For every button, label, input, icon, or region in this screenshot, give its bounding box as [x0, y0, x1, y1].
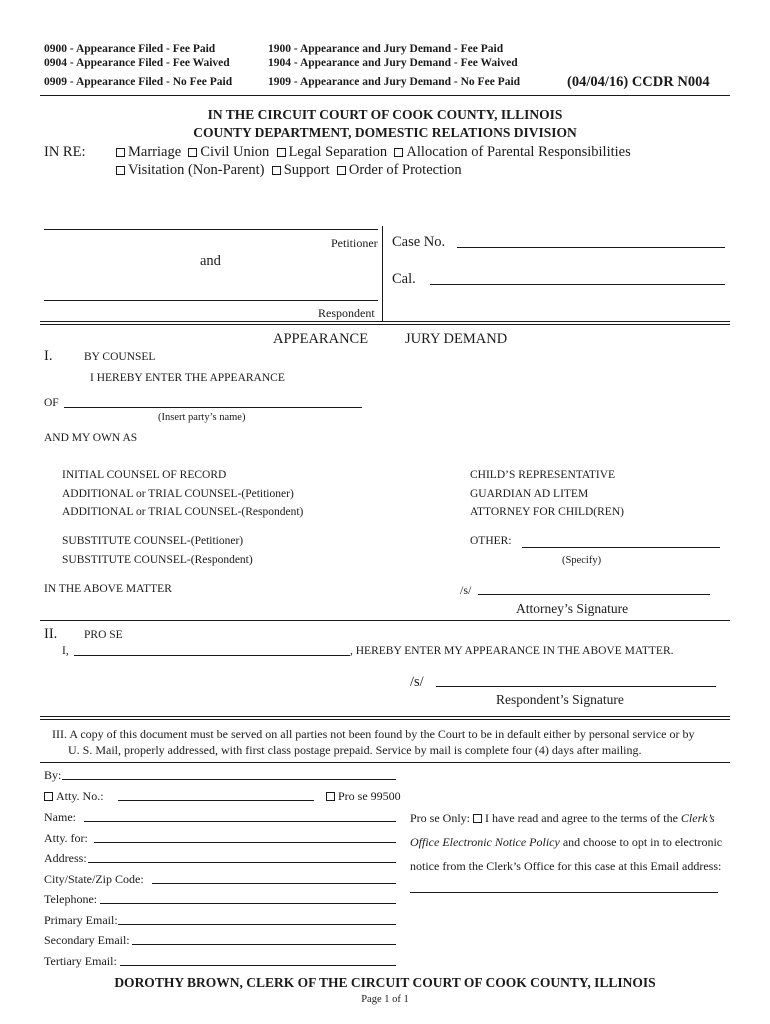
city-state-zip-label: City/State/Zip Code:	[44, 872, 144, 886]
attorney-signature-label: Attorney’s Signature	[516, 601, 629, 616]
insert-party-hint: (Insert party’s name)	[158, 412, 246, 423]
role-substitute-respondent[interactable]: SUBSTITUTE COUNSEL-(Respondent)	[62, 554, 253, 566]
checkbox-icon	[473, 814, 482, 823]
checkbox-icon	[394, 148, 403, 157]
prose-notice-line-3: notice from the Clerk’s Office for this case at this Email address:	[410, 859, 722, 873]
above-matter-label: IN THE ABOVE MATTER	[44, 583, 172, 595]
code-1904: 1904 - Appearance and Jury Demand - Fee Waived	[268, 57, 518, 69]
page-number: Page 1 of 1	[361, 994, 409, 1005]
by-label: By:	[44, 768, 62, 782]
checkbox-icon	[272, 166, 281, 175]
section-1-number: I.	[44, 348, 53, 364]
case-type-row-2	[116, 162, 462, 179]
pro-se-name-field[interactable]	[74, 655, 350, 656]
service-notice-line-2: U. S. Mail, properly addressed, with first class postage prepaid. Service by mail is complete four (4) days after mailing.	[68, 743, 642, 757]
primary-email-field[interactable]	[118, 924, 396, 925]
clerk-footer: DOROTHY BROWN, CLERK OF THE CIRCUIT COURT OF COOK COUNTY, ILLINOIS	[114, 975, 656, 990]
telephone-label: Telephone:	[44, 892, 98, 906]
attorney-sig-prefix: /s/	[460, 583, 472, 597]
respondent-label: Respondent	[318, 306, 375, 320]
role-childs-representative[interactable]: CHILD’S REPRESENTATIVE	[470, 469, 616, 481]
prose-only-label: Pro se Only:	[410, 811, 470, 825]
allocation-checkbox[interactable]: Allocation of Parental Responsibilities	[394, 144, 630, 160]
cal-label: Cal.	[392, 271, 416, 287]
prose-email-field[interactable]	[410, 892, 718, 893]
section-2-rule-1	[40, 716, 730, 717]
address-label: Address:	[44, 851, 87, 865]
code-1900: 1900 - Appearance and Jury Demand - Fee Paid	[268, 43, 504, 55]
caption-rule-1	[40, 321, 730, 322]
by-counsel-label: BY COUNSEL	[84, 351, 156, 363]
role-other-label: OTHER:	[470, 535, 512, 547]
specify-hint: (Specify)	[562, 555, 602, 566]
court-title: IN THE CIRCUIT COURT OF COOK COUNTY, ILLINOIS	[207, 107, 563, 122]
respondent-signature-field[interactable]	[436, 686, 716, 687]
petitioner-label: Petitioner	[331, 236, 378, 250]
support-checkbox[interactable]: Support	[272, 162, 330, 178]
legal-separation-checkbox[interactable]: Legal Separation	[277, 144, 388, 160]
service-notice-line-1: III. A copy of this document must be served on all parties not been found by the Court to be in default either by personal service or by	[52, 727, 695, 741]
checkbox-icon	[337, 166, 346, 175]
appearance-title[interactable]	[273, 331, 368, 348]
role-additional-respondent[interactable]: ADDITIONAL or TRIAL COUNSEL-(Respondent)	[62, 506, 304, 518]
other-specify-field[interactable]	[522, 547, 720, 548]
tertiary-email-label: Tertiary Email:	[44, 954, 117, 968]
policy-name-part-2: Office Electronic Notice Policy	[410, 835, 560, 849]
petitioner-name-line[interactable]	[44, 229, 378, 230]
address-field[interactable]	[88, 862, 396, 863]
city-state-zip-field[interactable]	[152, 883, 396, 884]
form-id: (04/04/16) CCDR N004	[567, 74, 710, 90]
respondent-name-line[interactable]	[44, 300, 378, 301]
secondary-email-label: Secondary Email:	[44, 933, 130, 947]
atty-no-field[interactable]	[118, 800, 314, 801]
code-1909: 1909 - Appearance and Jury Demand - No Fee Paid	[268, 76, 521, 88]
visitation-checkbox[interactable]: Visitation (Non-Parent)	[116, 162, 264, 178]
code-0909: 0909 - Appearance Filed - No Fee Paid	[44, 76, 233, 88]
checkbox-icon	[277, 148, 286, 157]
policy-name-part-1: Clerk’s	[680, 811, 715, 825]
checkbox-icon	[116, 148, 125, 157]
pro-se-number-checkbox[interactable]: Pro se 99500	[326, 789, 401, 804]
and-label: and	[200, 253, 221, 269]
section-2-rule-2	[40, 719, 730, 720]
checkbox-icon	[326, 792, 335, 801]
section-3-rule	[40, 762, 730, 763]
role-substitute-petitioner[interactable]: SUBSTITUTE COUNSEL-(Petitioner)	[62, 535, 244, 547]
jury-demand-title[interactable]	[405, 331, 507, 348]
case-no-label: Case No.	[392, 234, 446, 250]
checkbox-icon	[116, 166, 125, 175]
primary-email-label: Primary Email:	[44, 913, 118, 927]
cal-field[interactable]	[430, 284, 725, 285]
party-name-field[interactable]	[64, 407, 362, 408]
caption-rule-2	[40, 324, 730, 325]
civil-union-checkbox[interactable]: Civil Union	[188, 144, 269, 160]
prose-notice-line-2: Office Electronic Notice Policy and choose to opt in to electronic	[410, 835, 723, 849]
role-initial-counsel[interactable]: INITIAL COUNSEL OF RECORD	[62, 469, 227, 481]
role-additional-petitioner[interactable]: ADDITIONAL or TRIAL COUNSEL-(Petitioner)	[62, 488, 294, 500]
case-no-field[interactable]	[457, 247, 725, 248]
marriage-checkbox[interactable]: Marriage	[116, 144, 181, 160]
order-of-protection-checkbox[interactable]: Order of Protection	[337, 162, 462, 178]
respondent-sig-prefix: /s/	[410, 674, 424, 690]
name-label: Name:	[44, 810, 76, 824]
case-type-row-1	[116, 144, 631, 161]
jury-demand-checkbox-label: JURY DEMAND	[405, 331, 508, 347]
own-as-label: AND MY OWN AS	[44, 432, 138, 444]
in-re-label: IN RE:	[44, 144, 86, 160]
pro-se-hereby: , HEREBY ENTER MY APPEARANCE IN THE ABOVE MATTER.	[350, 645, 674, 657]
secondary-email-field[interactable]	[132, 944, 396, 945]
atty-no-checkbox[interactable]: Atty. No.:	[44, 789, 104, 804]
prose-optin-checkbox[interactable]	[473, 811, 485, 825]
section-2-number: II.	[44, 626, 58, 642]
code-0904: 0904 - Appearance Filed - Fee Waived	[44, 57, 230, 69]
role-attorney-for-children[interactable]: ATTORNEY FOR CHILD(REN)	[470, 506, 624, 518]
atty-for-label: Atty. for:	[44, 831, 88, 845]
checkbox-icon	[44, 792, 53, 801]
role-guardian-ad-litem[interactable]: GUARDIAN AD LITEM	[470, 488, 589, 500]
telephone-field[interactable]	[100, 903, 396, 904]
of-label: OF	[44, 397, 59, 409]
appearance-checkbox-label: APPEARANCE	[273, 331, 369, 347]
name-field[interactable]	[84, 821, 396, 822]
atty-for-field[interactable]	[94, 842, 396, 843]
checkbox-icon	[188, 148, 197, 157]
top-rule	[40, 95, 730, 96]
by-field[interactable]	[62, 779, 396, 780]
prose-notice-line-1: Pro se Only: I have read and agree to the terms of the Clerk’s	[410, 811, 715, 825]
respondent-signature-label: Respondent’s Signature	[496, 692, 624, 707]
code-0900: 0900 - Appearance Filed - Fee Paid	[44, 43, 216, 55]
section-1-rule	[40, 620, 730, 621]
pro-se-label: PRO SE	[84, 629, 123, 641]
division-title: COUNTY DEPARTMENT, DOMESTIC RELATIONS DIVISION	[193, 125, 577, 140]
tertiary-email-field[interactable]	[120, 965, 396, 966]
attorney-signature-field[interactable]	[478, 594, 710, 595]
i-label: I,	[62, 645, 69, 657]
caption-divider	[382, 226, 383, 322]
hereby-enter-label: I HEREBY ENTER THE APPEARANCE	[90, 372, 285, 384]
